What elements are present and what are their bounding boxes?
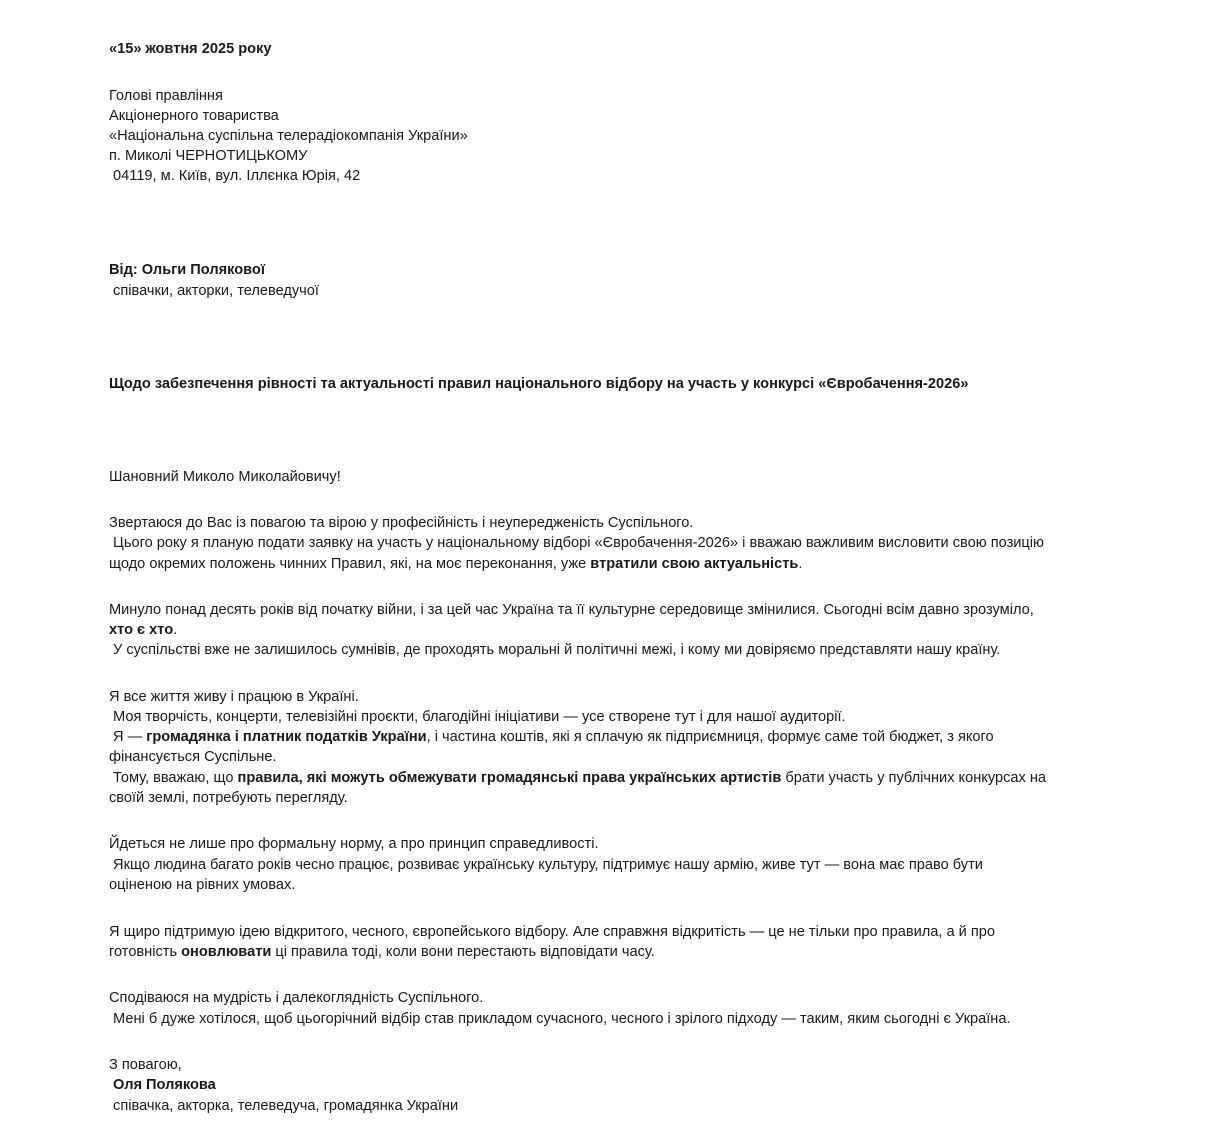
emphasis-text: оновлювати [181, 944, 272, 960]
paragraph-line: фінансується Суспільне. [109, 749, 277, 765]
paragraph-line: Я все життя живу і працюю в Україні. [109, 689, 359, 705]
sender-role: співачки, акторки, телеведучої [109, 283, 319, 299]
paragraph-line: своїй землі, потребують перегляду. [109, 790, 348, 806]
addressee-line: Акціонерного товариства [109, 108, 279, 124]
paragraph-line [109, 620, 177, 640]
paragraph-line: Мені б дуже хотілося, щоб цьогорічний відбір став прикладом сучасного, чесного і зрілого підходу — таким, яким сьогодні є Україна. [109, 1011, 1011, 1027]
paragraph-line: У суспільстві вже не залишилось сумнівів, де проходять моральні й політичні межі, і кому ми довіряємо представляти нашу країну. [109, 642, 1001, 658]
letter-greeting: Шановний Миколо Миколайовичу! [109, 469, 341, 485]
paragraph-line: оціненою на рівних умовах. [109, 877, 296, 893]
paragraph-line: Цього року я планую подати заявку на участь у національному відборі «Євробачення-2026» і вважаю важливим висловити свою позицію [109, 535, 1044, 551]
addressee-address: 04119, м. Київ, вул. Іллєнка Юрія, 42 [109, 168, 361, 184]
paragraph-line: Йдеться не лише про формальну норму, а про принцип справедливості. [109, 836, 599, 852]
signature-name: Оля Полякова [109, 1077, 216, 1093]
paragraph-line: Моя творчість, концерти, телевізійні проєкти, благодійні ініціативи — усе створене тут і для нашої аудиторії. [109, 709, 846, 725]
emphasis-text: правила, які можуть обмежувати громадянські права українських артистів [237, 770, 782, 786]
paragraph-line [109, 554, 802, 574]
addressee-line: п. Миколі ЧЕРНОТИЦЬКОМУ [109, 148, 308, 164]
sender-from: Від: Ольги Полякової [109, 262, 265, 278]
emphasis-text: громадянка і платник податків України [146, 729, 427, 745]
emphasis-text: втратили свою актуальність [590, 556, 799, 572]
text-run: Я — [109, 729, 147, 745]
paragraph-line [109, 768, 1046, 788]
text-run: . [798, 556, 803, 572]
paragraph-line [109, 942, 655, 962]
text-run: брати участь у публічних конкурсах на [781, 770, 1047, 786]
text-run: Тому, вважаю, що [109, 770, 238, 786]
paragraph-line: Звертаюся до Вас із повагою та вірою у професійність і неупередженість Суспільного. [109, 515, 694, 531]
text-run: ці правила тоді, коли вони перестають відповідати часу. [271, 944, 655, 960]
signature-title: співачка, акторка, телеведуча, громадянка України [109, 1098, 459, 1114]
paragraph-line: Я щиро підтримую ідею відкритого, чесного, європейського відбору. Але справжня відкритість — це не тільки про правила, а й про [109, 924, 996, 940]
letter-date: «15» жовтня 2025 року [109, 41, 272, 57]
paragraph-line: Якщо людина багато років чесно працює, розвиває українську культуру, підтримує нашу армію, живе тут — вона має право бути [109, 857, 983, 873]
letter-subject: Щодо забезпечення рівності та актуальності правил національного відбору на участь у конкурсі «Євробачення-2026» [109, 376, 969, 392]
text-run: готовність [109, 944, 182, 960]
text-run: , і частина коштів, які я сплачую як підприємниця, формує саме той бюджет, з якого [426, 729, 994, 745]
addressee-line: «Національна суспільна телерадіокомпанія України» [109, 128, 468, 144]
paragraph-line: Минуло понад десять років від початку війни, і за цей час Україна та її культурне середовище змінилися. Сьогодні всім давно зрозуміло, [109, 602, 1034, 618]
paragraph-line: Сподіваюся на мудрість і далекоглядність Суспільного. [109, 990, 484, 1006]
emphasis-text: хто є хто [109, 622, 174, 638]
paragraph-line [109, 727, 994, 747]
addressee-line: Голові правління [109, 88, 223, 104]
text-run: щодо окремих положень чинних Правил, які, на моє переконання, уже [109, 556, 591, 572]
text-run: . [173, 622, 178, 638]
closing-regards: З повагою, [109, 1057, 182, 1073]
